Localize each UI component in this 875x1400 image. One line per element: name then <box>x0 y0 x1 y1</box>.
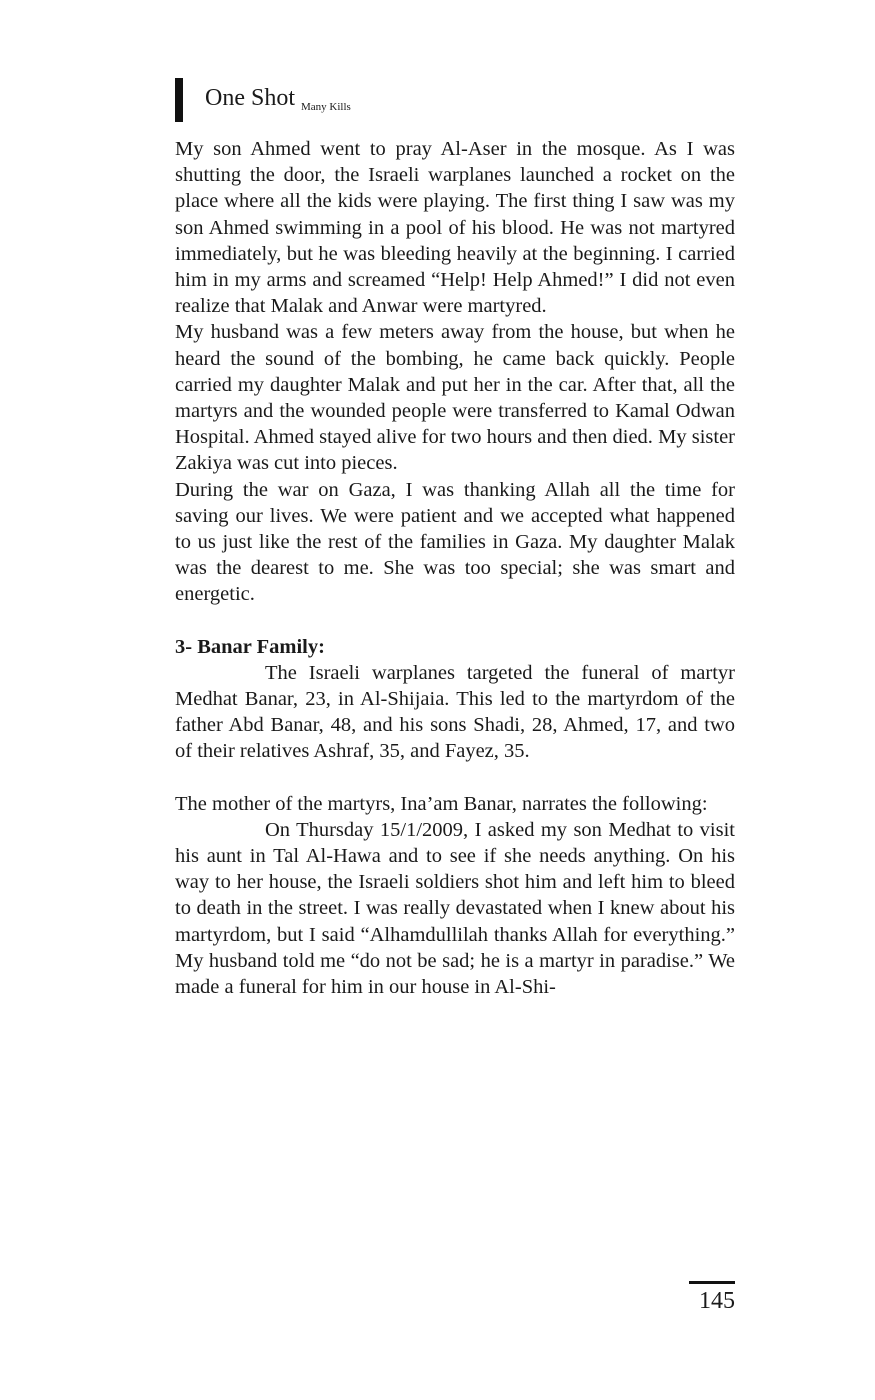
book-title: One Shot <box>205 85 295 111</box>
page-number: 145 <box>699 1288 735 1314</box>
paragraph: The Israeli warplanes targeted the funeral of martyr Medhat Banar, 23, in Al-Shijaia. This led to the martyrdom of the father Abd Banar, 48, and his sons Shadi, 28, Ahmed, 17, and two of their relatives Ashraf, 35, and Fayez, 35. <box>175 661 735 763</box>
paragraph: My husband was a few meters away from the house, but when he heard the sound of the bombing, he came back quickly. People carried my daughter Malak and put her in the car. After that, all the martyrs and the wounded people were transferred to Kamal Odwan Hospital. Ahmed stayed alive for two hours and then died. My sister Zakiya was cut into pieces. <box>175 321 735 475</box>
page-number-rule <box>689 1281 735 1284</box>
page-body <box>175 136 735 1000</box>
header-bar <box>175 78 183 122</box>
paragraph: During the war on Gaza, I was thanking Allah all the time for saving our lives. We were patient and we accepted what happened to us just like the rest of the families in Gaza. My daughter Malak was the dearest to me. She was too special; she was smart and energetic. <box>175 478 735 606</box>
spacer <box>175 765 735 791</box>
paragraph: On Thursday 15/1/2009, I asked my son Medhat to visit his aunt in Tal Al-Hawa and to see if she needs anything. On his way to her house, the Israeli soldiers shot him and left him to bleed to death in the street. I was really devastated when I knew about his martyrdom, but I said “Alhamdullilah thanks Allah for everything.” My husband told me “do not be sad; he is a martyr in paradise.” We made a funeral for him in our house in Al-Shi- <box>175 818 735 999</box>
book-subtitle: Many Kills <box>301 101 351 113</box>
running-header <box>175 78 351 122</box>
paragraph: The mother of the martyrs, Ina’am Banar, narrates the following: <box>175 792 708 815</box>
section-heading: 3- Banar Family: <box>175 635 325 658</box>
spacer <box>175 608 735 634</box>
paragraph: My son Ahmed went to pray Al-Aser in the mosque. As I was shutting the door, the Israeli warplanes launched a rocket on the place where all the kids were playing. The first thing I saw was my son Ahmed swimming in a pool of his blood. He was not martyred immediately, but he was bleeding heavily at the beginning. I carried him in my arms and screamed “Help! Help Ahmed!” I did not even realize that Malak and Anwar were martyred. <box>175 138 735 318</box>
